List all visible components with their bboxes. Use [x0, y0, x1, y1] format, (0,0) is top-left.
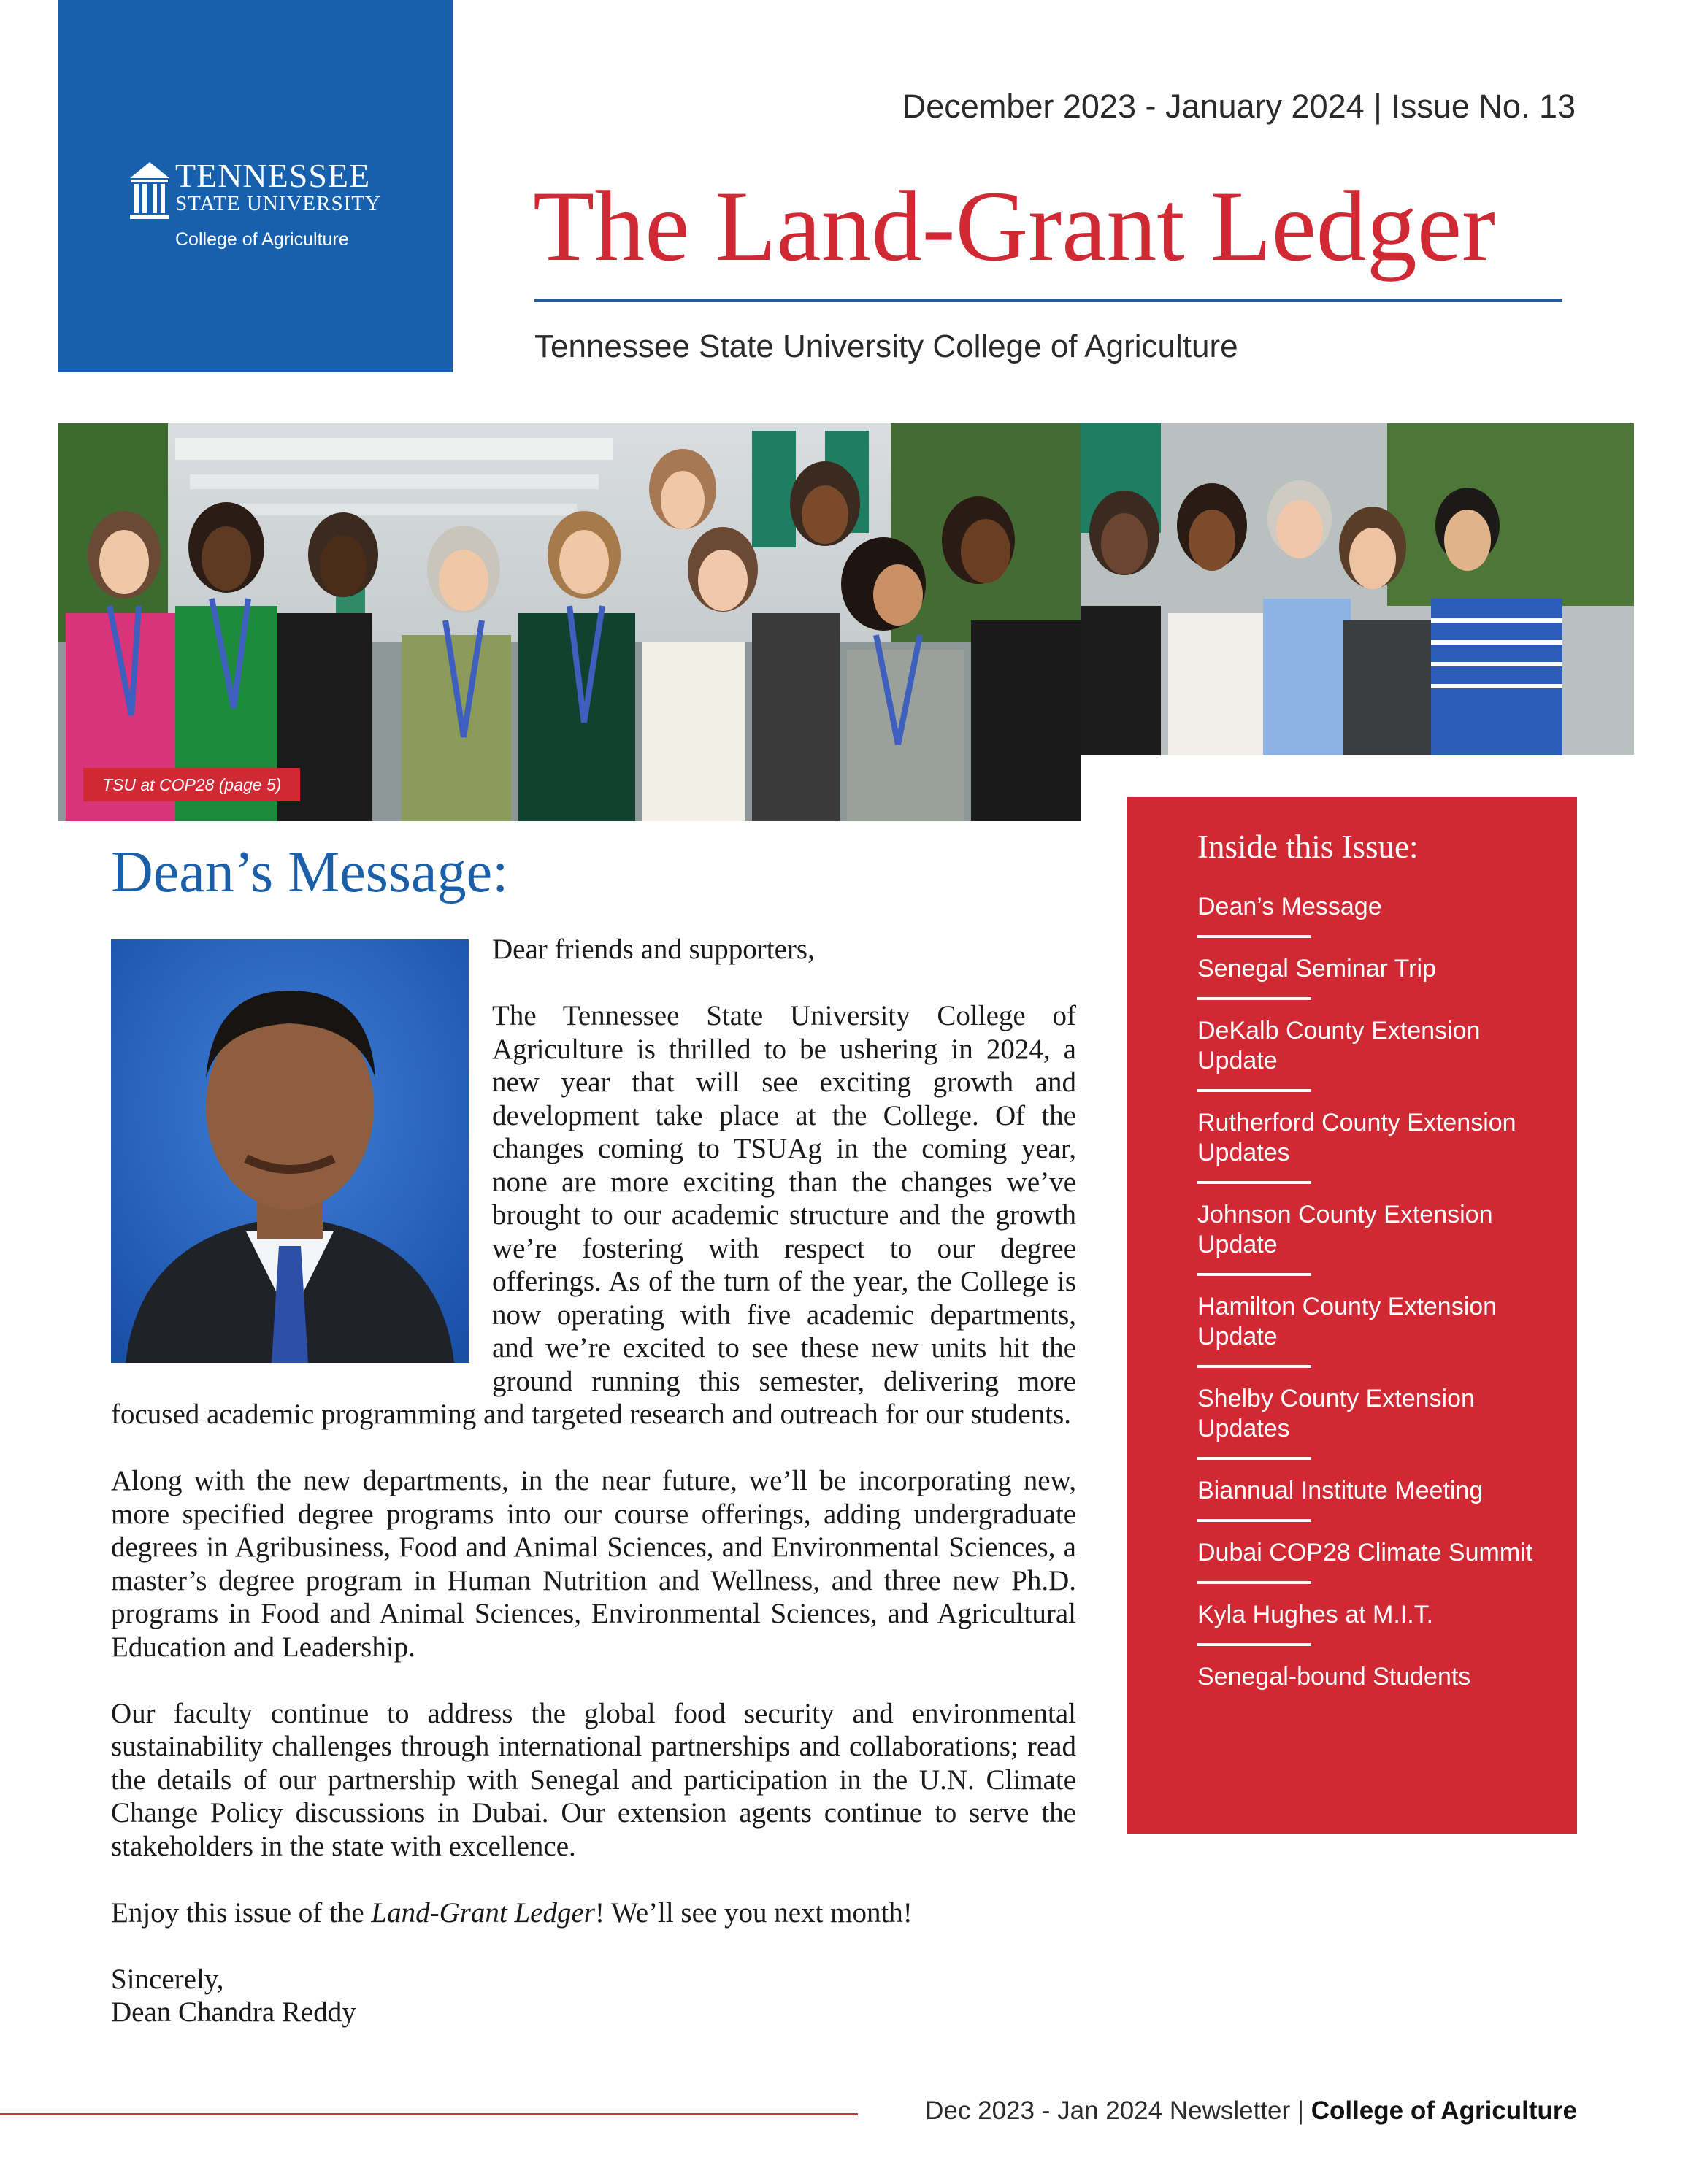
table-of-contents	[1197, 892, 1562, 1724]
footer-divider	[0, 2113, 858, 2115]
newsletter-title: The Land-Grant Ledger	[533, 170, 1496, 282]
toc-item[interactable]: DeKalb County Extension Update	[1197, 1016, 1562, 1092]
toc-item[interactable]: Kyla Hughes at M.I.T.	[1197, 1600, 1562, 1646]
toc-item[interactable]: Dean’s Message	[1197, 892, 1562, 938]
toc-item[interactable]: Biannual Institute Meeting	[1197, 1476, 1562, 1522]
toc-item[interactable]: Shelby County Extension Updates	[1197, 1384, 1562, 1460]
letter-paragraph-2: Along with the new departments, in the near future, we’ll be incorporating new, more specified degree programs into our course offerings, adding undergraduate degrees in Agribusiness, Food and Animal Sciences, and Environmental Sciences, a master’s degree program in Human Nutrition and Wellness, and three new Ph.D. programs in Food and Animal Sciences, Environmental Sciences, and Agricultural Education and Leadership.	[111, 1465, 1076, 1663]
toc-item[interactable]: Rutherford County Extension Updates	[1197, 1108, 1562, 1184]
letter-p4-post: ! We’ll see you next month!	[594, 1896, 913, 1929]
letter-paragraph-3: Our faculty continue to address the global food security and environmental sustainability challenges through international partnerships and collaborations; read the details of our partnership with Senegal and participation in the U.N. Climate Change Policy discussions in Dubai. Our extension agents continue to serve the stakeholders in the state with excellence.	[111, 1697, 1076, 1862]
toc-item[interactable]: Senegal-bound Students	[1197, 1663, 1471, 1691]
toc-item[interactable]: Johnson County Extension Update	[1197, 1200, 1562, 1276]
toc-item[interactable]: Hamilton County Extension Update	[1197, 1292, 1562, 1368]
letter-paragraph-1: The Tennessee State University College of Agriculture is thrilled to be ushering in 2024, a new year that will see exciting growth and development take place at the College. Of the changes coming to TSUAg in the coming year, none are more exciting than the changes we’ve brought to our academic structure and the growth we’re fostering with respect to our degree offerings. As of the turn of the year, the College is now operating with five academic departments, and we’re excited to see these new units hit the ground running this semester, delivering more focused academic programming and targeted research and outreach for our students.	[111, 1000, 1076, 1430]
logo-university-name: TENNESSEE	[175, 157, 371, 194]
university-logo-block	[58, 0, 453, 372]
footer-college-label: College of Agriculture	[1311, 2096, 1577, 2125]
logo-university-sub: STATE UNIVERSITY	[175, 192, 381, 215]
inside-this-issue-title: Inside this Issue:	[1197, 828, 1419, 865]
photo-caption: TSU at COP28 (page 5)	[83, 768, 300, 801]
letter-paragraph-4	[111, 1896, 1076, 1930]
title-divider	[534, 299, 1562, 302]
newsletter-subtitle: Tennessee State University College of Agriculture	[534, 328, 1238, 364]
building-icon	[130, 162, 169, 220]
group-photo-right	[1081, 423, 1634, 755]
letter-closing: Sincerely,	[111, 1963, 224, 1995]
toc-item[interactable]: Senegal Seminar Trip	[1197, 954, 1562, 1000]
logo-college-name: College of Agriculture	[175, 229, 349, 250]
letter-p4-pre: Enjoy this issue of the	[111, 1896, 372, 1929]
group-photo	[58, 423, 1081, 821]
letter-signature: Dean Chandra Reddy	[111, 1996, 356, 2028]
deans-letter	[111, 933, 1076, 2029]
toc-item[interactable]: Dubai COP28 Climate Summit	[1197, 1538, 1562, 1584]
footer-newsletter-label: Dec 2023 - Jan 2024 Newsletter |	[925, 2096, 1311, 2125]
issue-date-line: December 2023 - January 2024 | Issue No. 13	[902, 88, 1576, 125]
newsletter-name-italic: Land-Grant Ledger	[371, 1896, 595, 1929]
deans-message-heading: Dean’s Message:	[111, 840, 509, 904]
inside-this-issue-panel	[1127, 797, 1577, 1834]
footer	[862, 2096, 1577, 2126]
letter-greeting: Dear friends and supporters,	[492, 934, 815, 965]
